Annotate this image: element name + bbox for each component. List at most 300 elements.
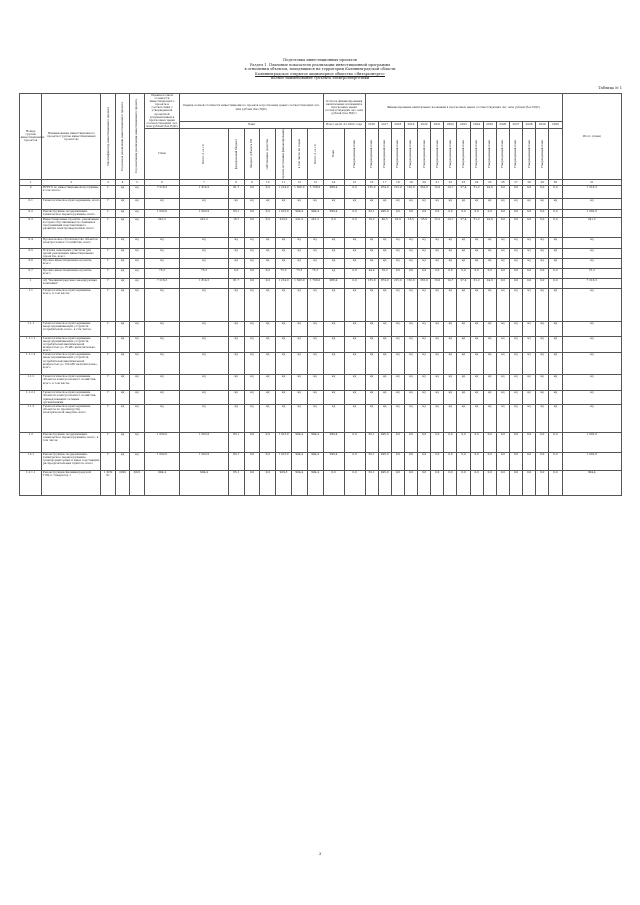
row-value: 14,7 bbox=[444, 278, 457, 288]
table-row bbox=[20, 470, 622, 495]
col-number: 13 bbox=[307, 179, 323, 185]
row-value: нд bbox=[418, 391, 431, 404]
row-value: 1 002,0 bbox=[144, 209, 179, 217]
row-value: 361,0 bbox=[418, 278, 431, 288]
row-value: нд bbox=[457, 258, 470, 268]
row-value: 14,7 bbox=[444, 185, 457, 198]
row-value: нд bbox=[418, 258, 431, 268]
row-value: 0,0 bbox=[496, 217, 509, 237]
row-value: 0,0 bbox=[260, 268, 276, 278]
row-value: нд bbox=[496, 353, 509, 375]
row-value: Г bbox=[101, 237, 115, 248]
row-value: нд bbox=[276, 321, 292, 336]
row-value: 994,4 bbox=[307, 452, 323, 470]
row-value: 0,0 bbox=[404, 452, 417, 470]
col-number: 12 bbox=[291, 179, 307, 185]
row-value: нд bbox=[404, 237, 417, 248]
row-value: нд bbox=[115, 248, 129, 258]
col-header-identifier bbox=[101, 94, 115, 180]
row-value: нд bbox=[523, 288, 536, 321]
row-value: нд bbox=[180, 391, 229, 404]
row-value: нд bbox=[391, 288, 404, 321]
row-value: 0,0 bbox=[496, 452, 509, 470]
row-value: 1 013,0 bbox=[276, 432, 292, 452]
row-value: 0,0 bbox=[391, 470, 404, 495]
table-row bbox=[20, 336, 622, 352]
row-value: нд bbox=[344, 404, 365, 432]
row-value: нд bbox=[307, 404, 323, 432]
row-name: Прочие инвестиционные проекты, всего bbox=[42, 258, 101, 268]
row-code: 1.1.1.1 bbox=[20, 336, 42, 352]
row-value: нд bbox=[115, 336, 129, 352]
row-value: 27,4 bbox=[457, 278, 470, 288]
row-value: нд bbox=[523, 198, 536, 209]
row-value: нд bbox=[496, 336, 509, 352]
row-value: нд bbox=[549, 198, 562, 209]
row-value: нд bbox=[323, 353, 344, 375]
row-value: нд bbox=[130, 432, 144, 452]
row-name: Технологическое присоединение, всего bbox=[42, 198, 101, 209]
row-value: нд bbox=[323, 321, 344, 336]
row-value: нд bbox=[509, 336, 522, 352]
row-value: Г bbox=[101, 452, 115, 470]
row-value: нд bbox=[378, 248, 391, 258]
row-value: нд bbox=[115, 452, 129, 470]
row-value: нд bbox=[344, 391, 365, 404]
row-value: нд bbox=[307, 375, 323, 391]
row-value: нд bbox=[291, 248, 307, 258]
row-value: нд bbox=[444, 198, 457, 209]
row-value: 0,0 bbox=[404, 209, 417, 217]
row-value: 0,0 bbox=[549, 209, 562, 217]
row-value: нд bbox=[431, 248, 444, 258]
row-name: Технологическое присоединение энергопринимающих устройств потребителей, всего, в том числе: bbox=[42, 321, 101, 336]
row-value: нд bbox=[523, 248, 536, 258]
row-value: нд bbox=[509, 353, 522, 375]
col-header-plan-sub bbox=[323, 129, 344, 180]
row-value: 0,0 bbox=[418, 452, 431, 470]
row-value: нд bbox=[483, 353, 496, 375]
row-value: нд bbox=[365, 391, 378, 404]
row-value: нд bbox=[115, 258, 129, 268]
row-value: нд bbox=[549, 321, 562, 336]
row-value: Г bbox=[101, 278, 115, 288]
row-value: нд bbox=[562, 237, 621, 248]
row-value: 495,0 bbox=[378, 452, 391, 470]
header-line: в отношении объектов, находящихся на территории Калининградской области bbox=[244, 67, 396, 72]
row-value: нд bbox=[130, 237, 144, 248]
col-header-approved-plan bbox=[418, 129, 431, 180]
row-value: нд bbox=[130, 336, 144, 352]
row-value: нд bbox=[115, 237, 129, 248]
col-header-approved-plan-text: Утвержденный план bbox=[448, 139, 452, 168]
row-value: нд bbox=[378, 353, 391, 375]
row-value: нд bbox=[344, 288, 365, 321]
row-name: Технологическое присоединение объектов по производству электрической энергии, всего bbox=[42, 404, 101, 432]
col-header-source-text: бюджет субъекта РФ bbox=[250, 139, 254, 169]
row-value: нд bbox=[391, 321, 404, 336]
row-value: 0,0 bbox=[344, 470, 365, 495]
row-value: 0,0 bbox=[404, 268, 417, 278]
row-value: 0,0 bbox=[244, 452, 260, 470]
row-value: нд bbox=[536, 248, 549, 258]
row-name: Технологическое присоединение энергопринимающих устройств потребителей максимальной мощностью до 15 кВт включительно, всего bbox=[42, 336, 101, 352]
row-value: 0,0 bbox=[444, 452, 457, 470]
row-value: 0,0 bbox=[523, 268, 536, 278]
row-value: 0,0 bbox=[323, 470, 344, 495]
row-value: нд bbox=[130, 404, 144, 432]
row-value: 1 002,0 bbox=[144, 432, 179, 452]
col-header-sub-total-text: Всего (1+2+3) bbox=[313, 143, 317, 164]
col-number: 6 bbox=[144, 179, 179, 185]
row-value: нд bbox=[130, 248, 144, 258]
col-header-source-text: прочие источники финансирования bbox=[281, 129, 285, 179]
row-value: нд bbox=[470, 404, 483, 432]
col-header-sub-total-text: Всего (1+2+3) bbox=[202, 143, 206, 164]
row-value: нд bbox=[144, 237, 179, 248]
row-value: нд bbox=[431, 336, 444, 352]
row-value: 0,0 bbox=[418, 268, 431, 278]
row-value: нд bbox=[470, 198, 483, 209]
row-value: 1 814,5 bbox=[180, 278, 229, 288]
row-value: 0,0 bbox=[496, 268, 509, 278]
row-value: 44,4 bbox=[365, 268, 378, 278]
document-header bbox=[0, 58, 640, 81]
row-value: нд bbox=[418, 198, 431, 209]
table-row bbox=[20, 258, 622, 268]
row-name: АО "Калининградская генерирующая компания" bbox=[42, 278, 101, 288]
row-value: 24,9 bbox=[483, 185, 496, 198]
row-value: 0,0 bbox=[496, 278, 509, 288]
row-name: Инвестиционные проекты, реализация которых обуславливается схемами и программами перспективного развития электроэнергетики, всего bbox=[42, 217, 101, 237]
row-value: нд bbox=[244, 248, 260, 258]
col-header-group-number: Номер группы инвестиционных проектов bbox=[20, 94, 42, 180]
col-number: 3 bbox=[101, 179, 115, 185]
row-value: нд bbox=[496, 321, 509, 336]
row-value: 0,0 bbox=[470, 470, 483, 495]
col-header-approved-plan-text: Утвержденный план bbox=[540, 139, 544, 168]
row-value: нд bbox=[323, 248, 344, 258]
row-value: 0,0 bbox=[536, 470, 549, 495]
row-name: Покупка земельных участков для целей реализации инвестиционных проектов, всего bbox=[42, 248, 101, 258]
table-row bbox=[20, 288, 622, 321]
col-header-identifier-text: Идентификатор инвестиционного проекта bbox=[106, 107, 110, 166]
row-code: 0.7 bbox=[20, 268, 42, 278]
row-value: нд bbox=[115, 268, 129, 278]
row-value: нд bbox=[144, 391, 179, 404]
row-value: нд bbox=[144, 321, 179, 336]
row-value: 215,0 bbox=[391, 278, 404, 288]
col-header-approved-plan bbox=[509, 129, 522, 180]
row-value: нд bbox=[291, 321, 307, 336]
row-value: нд bbox=[291, 404, 307, 432]
col-header-year: 2029 bbox=[536, 122, 549, 129]
col-header-source-text: федеральный бюджет bbox=[234, 138, 238, 169]
row-value: 241,2 bbox=[144, 217, 179, 237]
row-value: нд bbox=[130, 209, 144, 217]
row-value: 75,3 bbox=[276, 268, 292, 278]
row-value: нд bbox=[365, 353, 378, 375]
row-value: нд bbox=[483, 258, 496, 268]
row-value: 33,2 bbox=[378, 268, 391, 278]
row-value: нд bbox=[115, 198, 129, 209]
row-value: 0,0 bbox=[244, 278, 260, 288]
col-header-approved-plan bbox=[365, 129, 378, 180]
col-number: 1 bbox=[20, 179, 42, 185]
row-value: нд bbox=[404, 404, 417, 432]
row-value: нд bbox=[418, 375, 431, 391]
row-value: нд bbox=[470, 258, 483, 268]
row-value: нд bbox=[470, 391, 483, 404]
col-header-total-2022: Всего на 01.01.2022 года bbox=[323, 122, 365, 129]
row-value: нд bbox=[307, 336, 323, 352]
row-value: 0,0 bbox=[244, 217, 260, 237]
row-value: нд bbox=[244, 258, 260, 268]
row-value: нд bbox=[536, 258, 549, 268]
row-value: нд bbox=[404, 391, 417, 404]
row-value: 0,0 bbox=[549, 452, 562, 470]
row-value: 0,0 bbox=[509, 278, 522, 288]
row-value: 23,0 bbox=[391, 217, 404, 237]
row-value: нд bbox=[344, 353, 365, 375]
row-value: нд bbox=[378, 237, 391, 248]
row-value: нд bbox=[378, 288, 391, 321]
row-value: нд bbox=[130, 185, 144, 198]
row-value: Г bbox=[101, 391, 115, 404]
col-header-plan-sub-text: План bbox=[331, 150, 335, 158]
row-value: 0,0 bbox=[457, 432, 470, 452]
row-value: нд bbox=[431, 237, 444, 248]
row-value: нд bbox=[391, 353, 404, 375]
row-value: нд bbox=[536, 404, 549, 432]
table-row bbox=[20, 268, 622, 278]
row-value: 18,5 bbox=[404, 217, 417, 237]
page-number: 3 bbox=[318, 851, 322, 856]
row-code: 1.1 bbox=[20, 288, 42, 321]
col-number: 20 bbox=[418, 179, 431, 185]
row-value: нд bbox=[276, 404, 292, 432]
header-company: Калининградское открытое акционерное общество «Янтарьэнерго» bbox=[255, 71, 385, 76]
row-value: нд bbox=[457, 375, 470, 391]
row-value: 2020 bbox=[115, 470, 129, 495]
row-value: нд bbox=[483, 198, 496, 209]
row-value: 0,0 bbox=[344, 278, 365, 288]
row-value: нд bbox=[276, 237, 292, 248]
row-value: нд bbox=[276, 198, 292, 209]
row-value: нд bbox=[130, 198, 144, 209]
col-header-total-plan: Итого (план) bbox=[562, 94, 621, 180]
row-value: нд bbox=[496, 258, 509, 268]
row-value: нд bbox=[378, 321, 391, 336]
row-value: 16,7 bbox=[228, 217, 244, 237]
row-value: 0,0 bbox=[260, 432, 276, 452]
row-value: нд bbox=[365, 248, 378, 258]
row-value: 1 013,0 bbox=[276, 209, 292, 217]
row-value: нд bbox=[291, 391, 307, 404]
row-value: нд bbox=[509, 258, 522, 268]
row-value: нд bbox=[457, 391, 470, 404]
row-value: нд bbox=[457, 248, 470, 258]
row-value: нд bbox=[549, 288, 562, 321]
col-number: 2 bbox=[42, 179, 101, 185]
col-header-year: 2025 bbox=[483, 122, 496, 129]
row-value: нд bbox=[431, 391, 444, 404]
row-value: нд bbox=[549, 248, 562, 258]
row-value: 1 002,0 bbox=[144, 452, 179, 470]
row-value: нд bbox=[365, 237, 378, 248]
row-value: нд bbox=[115, 209, 129, 217]
row-value: нд bbox=[115, 353, 129, 375]
row-value: нд bbox=[536, 288, 549, 321]
row-value: нд bbox=[391, 248, 404, 258]
row-value: нд bbox=[144, 404, 179, 432]
col-number: 24 bbox=[470, 179, 483, 185]
row-value: нд bbox=[509, 391, 522, 404]
row-value: нд bbox=[549, 258, 562, 268]
row-value: нд bbox=[228, 336, 244, 352]
table-row bbox=[20, 375, 622, 391]
investment-table bbox=[19, 93, 622, 496]
row-value: нд bbox=[244, 321, 260, 336]
row-value: нд bbox=[228, 375, 244, 391]
row-value: 974,0 bbox=[378, 278, 391, 288]
row-value: 0,0 bbox=[444, 209, 457, 217]
row-value: 1 002,0 bbox=[180, 452, 229, 470]
row-value: нд bbox=[391, 237, 404, 248]
row-value: 19,2 bbox=[365, 217, 378, 237]
row-value: 361,0 bbox=[418, 185, 431, 198]
row-value: нд bbox=[562, 336, 621, 352]
row-value: нд bbox=[260, 336, 276, 352]
row-value: нд bbox=[457, 404, 470, 432]
row-value: нд bbox=[470, 248, 483, 258]
row-value: нд bbox=[470, 237, 483, 248]
row-value: нд bbox=[404, 336, 417, 352]
row-value: 1 214,0 bbox=[276, 278, 292, 288]
row-value: 1 708,0 bbox=[307, 185, 323, 198]
row-code: 0.2 bbox=[20, 209, 42, 217]
row-value: нд bbox=[404, 248, 417, 258]
row-value: нд bbox=[562, 375, 621, 391]
row-value: 0,0 bbox=[523, 278, 536, 288]
row-value: нд bbox=[291, 258, 307, 268]
row-value: нд bbox=[457, 336, 470, 352]
row-value: нд bbox=[444, 353, 457, 375]
row-value: 62,1 bbox=[365, 470, 378, 495]
row-value: нд bbox=[344, 248, 365, 258]
row-value: 495,0 bbox=[378, 470, 391, 495]
row-value: Г bbox=[101, 198, 115, 209]
row-value: 0,0 bbox=[431, 470, 444, 495]
row-value: 0,0 bbox=[483, 268, 496, 278]
row-name: Реконструкция, модернизация, техническое перевооружение, всего, в том числе: bbox=[42, 432, 101, 452]
row-value: 994,4 bbox=[291, 209, 307, 217]
col-number: 14 bbox=[323, 179, 344, 185]
row-value: нд bbox=[404, 198, 417, 209]
row-value: нд bbox=[244, 288, 260, 321]
row-value: нд bbox=[323, 198, 344, 209]
row-value: 27,4 bbox=[457, 185, 470, 198]
row-value: нд bbox=[323, 391, 344, 404]
row-value: 13,2 bbox=[431, 217, 444, 237]
col-header-source-text: в том числе по годам bbox=[297, 139, 301, 169]
row-code: 1.2 bbox=[20, 432, 42, 452]
row-value: нд bbox=[323, 288, 344, 321]
row-value: нд bbox=[344, 336, 365, 352]
row-value: нд bbox=[115, 185, 129, 198]
col-header-year: 2020 bbox=[418, 122, 431, 129]
row-value: нд bbox=[130, 375, 144, 391]
row-value: нд bbox=[228, 288, 244, 321]
col-number: 26 bbox=[496, 179, 509, 185]
row-value: нд bbox=[144, 375, 179, 391]
row-name: Технологическое присоединение объектов электросетевого хозяйства, принадлежащих сетевым организациям bbox=[42, 391, 101, 404]
col-header-year: 2016 bbox=[365, 122, 378, 129]
col-header-year: 2017 bbox=[378, 122, 391, 129]
col-number: 5 bbox=[130, 179, 144, 185]
row-value: нд bbox=[404, 353, 417, 375]
row-value: нд bbox=[404, 321, 417, 336]
row-value: 135,0 bbox=[365, 278, 378, 288]
row-value: 0,0 bbox=[431, 452, 444, 470]
row-value: 13,0 bbox=[431, 185, 444, 198]
col-number: 19 bbox=[404, 179, 417, 185]
row-value: нд bbox=[365, 198, 378, 209]
row-value: нд bbox=[562, 404, 621, 432]
row-value: нд bbox=[180, 288, 229, 321]
row-code: 0 bbox=[20, 185, 42, 198]
row-value: 929,3 bbox=[276, 470, 292, 495]
col-header-approved-plan-text: Утвержденный план bbox=[352, 139, 356, 168]
header-caption: полное наименование субъекта электроэнергетики bbox=[270, 76, 370, 81]
row-value: 994,4 bbox=[307, 470, 323, 495]
row-value: 31,2 bbox=[470, 185, 483, 198]
row-value: нд bbox=[244, 404, 260, 432]
row-value: 0,0 bbox=[344, 432, 365, 452]
row-value: 0,0 bbox=[344, 185, 365, 198]
row-value: 0,0 bbox=[260, 452, 276, 470]
table-row bbox=[20, 198, 622, 209]
row-code: 1 bbox=[20, 278, 42, 288]
row-value: нд bbox=[260, 391, 276, 404]
row-value: нд bbox=[509, 237, 522, 248]
row-name: ВСЕГО по инвестиционной программе, в том числе: bbox=[42, 185, 101, 198]
row-value: нд bbox=[344, 237, 365, 248]
row-value: 1 002,0 bbox=[562, 209, 621, 217]
col-number: 27 bbox=[509, 179, 522, 185]
row-value: нд bbox=[307, 353, 323, 375]
row-value: нд bbox=[536, 375, 549, 391]
col-header-cost-estimate: Оценка полной стоимости инвестиционного проекта в прогнозных ценах соответствующих лет, млн рублей (без НДС) bbox=[180, 94, 323, 122]
row-name: Технологическое присоединение объектов электросетевого хозяйства, всего, в том числе: bbox=[42, 375, 101, 391]
row-value: 241,2 bbox=[180, 217, 229, 237]
row-value: 0,0 bbox=[523, 185, 536, 198]
row-value: 23,0 bbox=[418, 217, 431, 237]
row-value: 0,0 bbox=[470, 452, 483, 470]
row-value: 7 216,3 bbox=[562, 278, 621, 288]
row-value: 0,0 bbox=[470, 209, 483, 217]
row-code: 0.3 bbox=[20, 217, 42, 237]
row-value: Г bbox=[101, 336, 115, 352]
row-value: нд bbox=[496, 237, 509, 248]
row-value: 994,4 bbox=[291, 452, 307, 470]
row-value: 0,0 bbox=[536, 278, 549, 288]
row-value: нд bbox=[509, 288, 522, 321]
row-value: нд bbox=[144, 288, 179, 321]
row-value: 1 002,0 bbox=[562, 432, 621, 452]
row-name: Прочие инвестиционные проекты, всего bbox=[42, 268, 101, 278]
col-header-approved-plan-text: Утвержденный план bbox=[501, 139, 505, 168]
